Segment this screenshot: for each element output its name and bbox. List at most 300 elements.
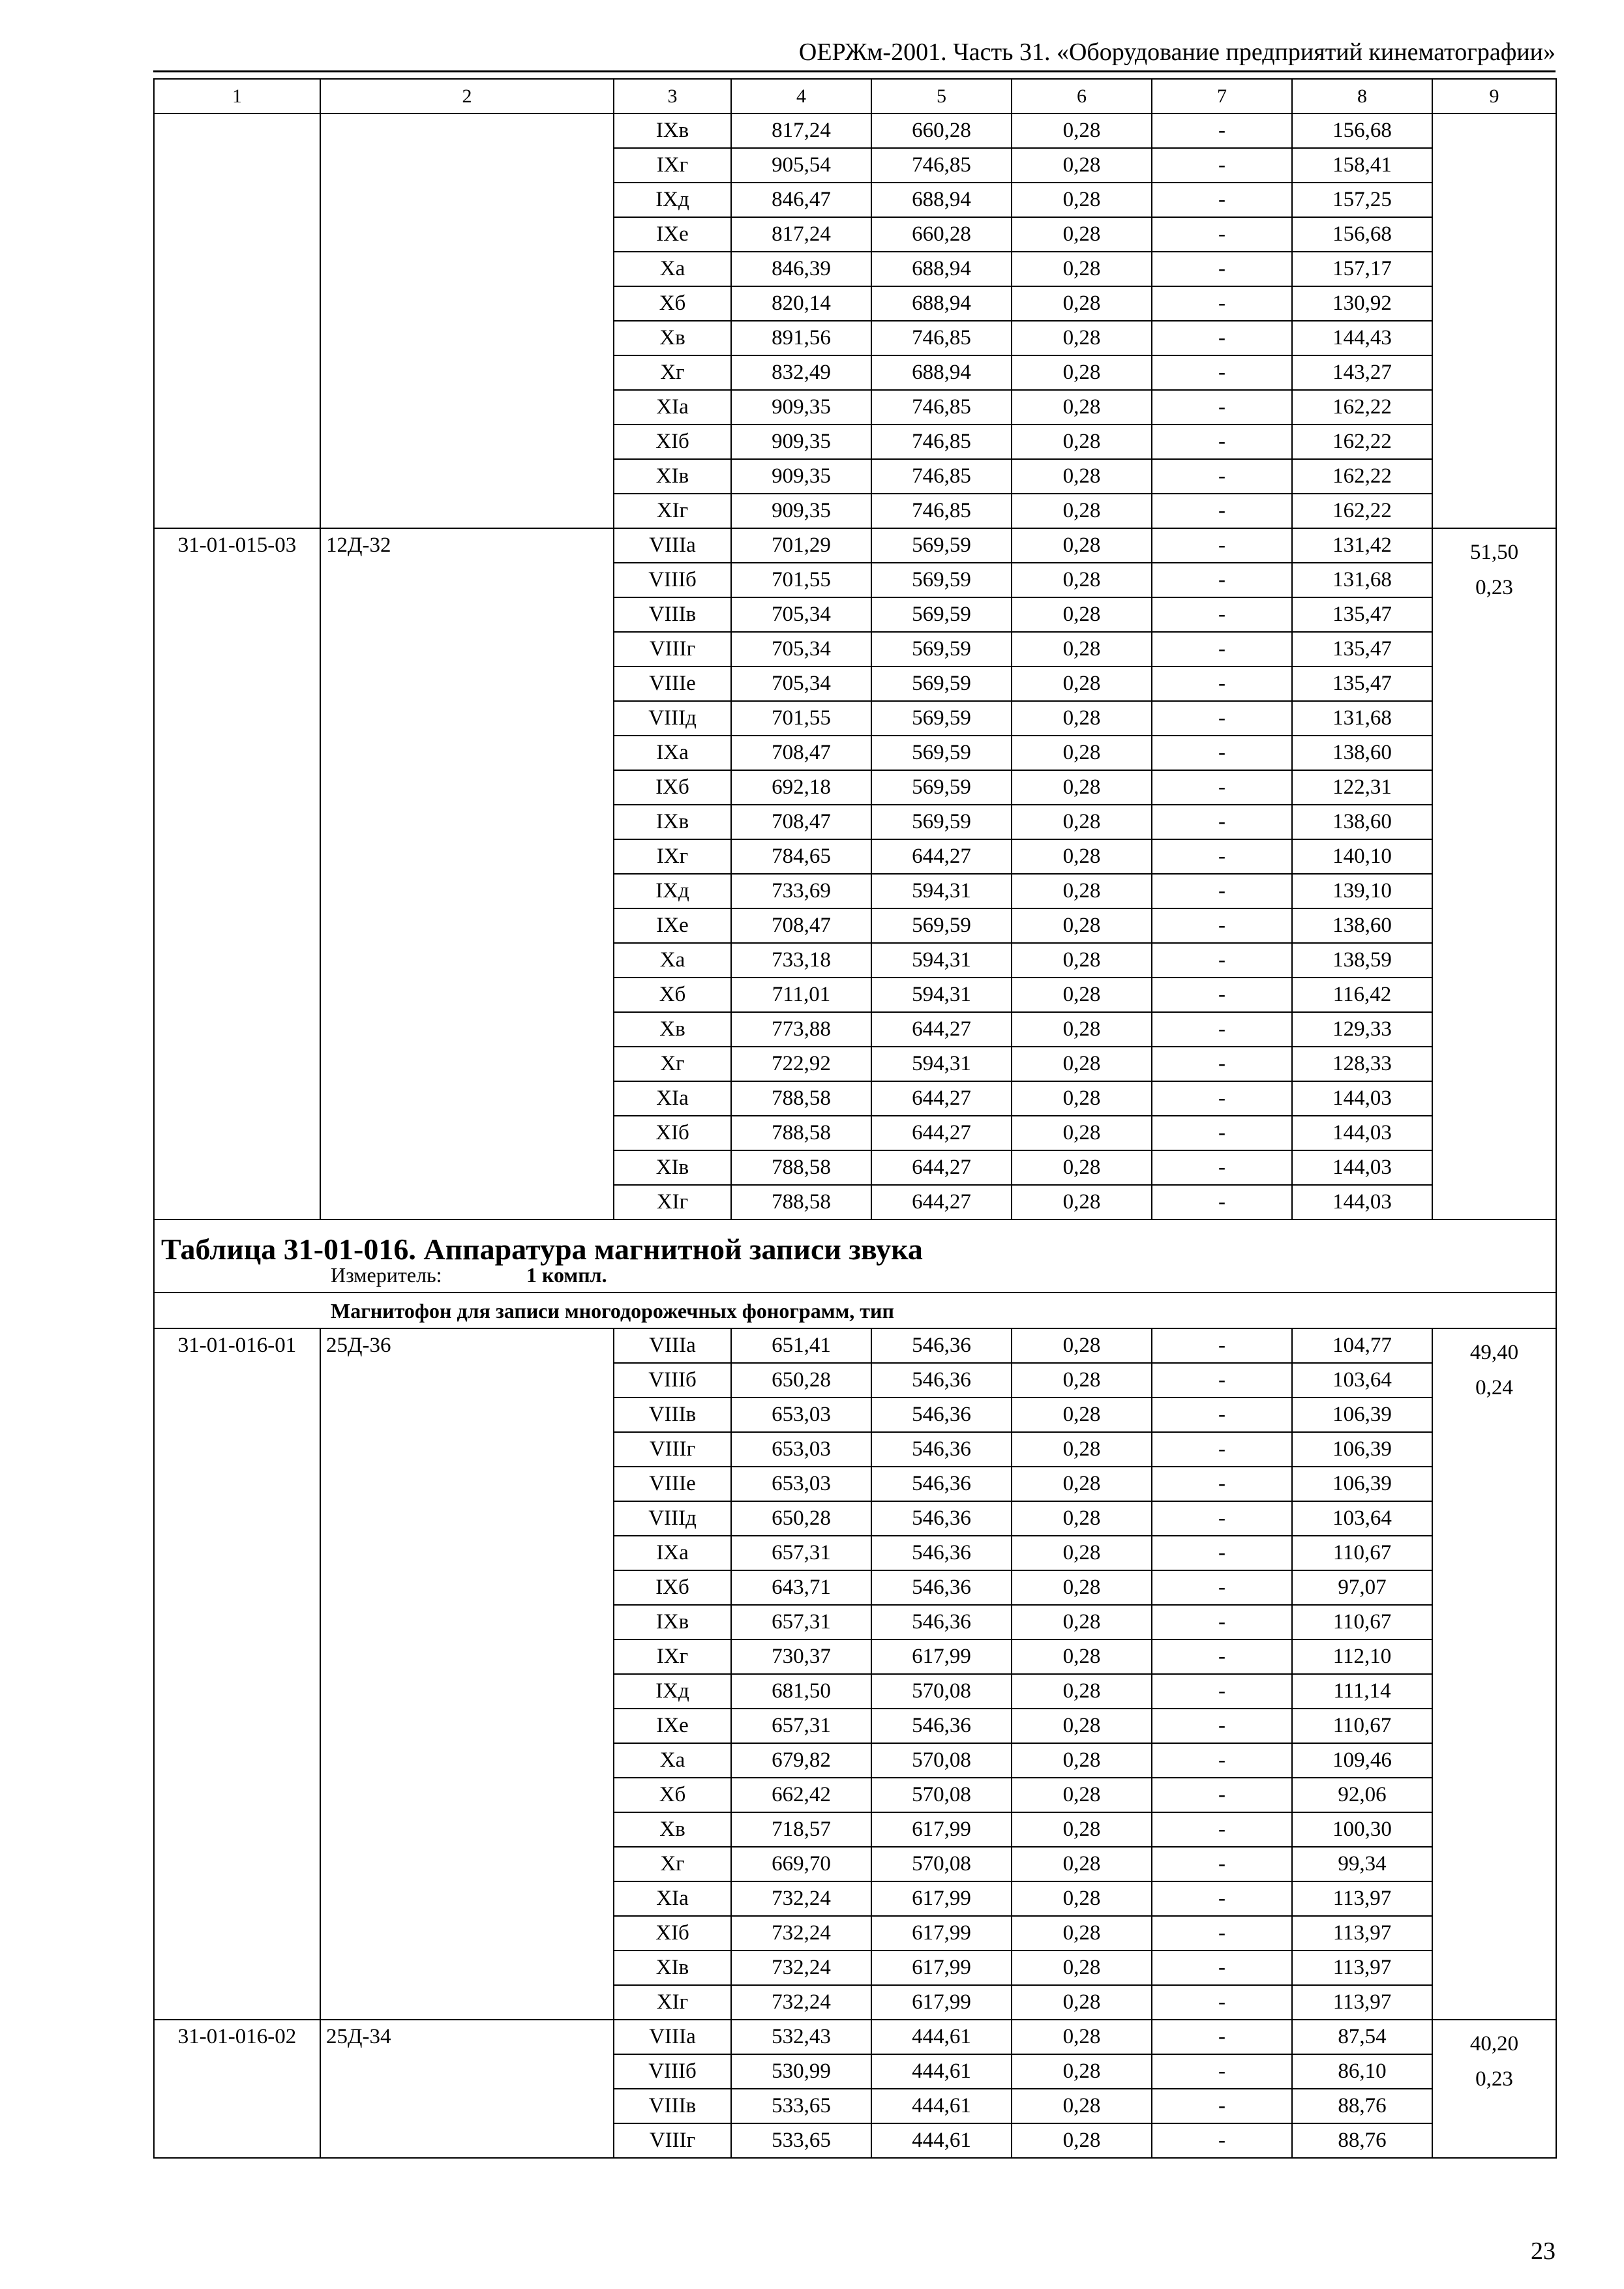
table-cell: 546,36 [871, 1398, 1012, 1432]
table-row [154, 528, 1556, 563]
table-cell: 0,28 [1012, 2089, 1152, 2123]
table-cell: 688,94 [871, 252, 1012, 286]
table-cell: - [1152, 1916, 1292, 1951]
table-cell: - [1152, 1501, 1292, 1536]
table-cell: 0,28 [1012, 770, 1152, 805]
unit-cell [154, 1264, 1556, 1293]
table-cell: 773,88 [731, 1012, 871, 1047]
table-cell: - [1152, 321, 1292, 355]
table-cell: IXб [614, 1570, 731, 1605]
table-cell: 0,28 [1012, 1639, 1152, 1674]
table-cell: - [1152, 113, 1292, 148]
table-cell: 113,97 [1292, 1951, 1432, 1985]
table-cell: VIIIб [614, 2054, 731, 2089]
table-cell: 86,10 [1292, 2054, 1432, 2089]
table-cell: 817,24 [731, 113, 871, 148]
table-cell: 0,28 [1012, 1536, 1152, 1570]
table-cell: 0,28 [1012, 1674, 1152, 1709]
table-cell: 643,71 [731, 1570, 871, 1605]
table-cell: IXг [614, 839, 731, 874]
table-cell: 0,28 [1012, 632, 1152, 666]
table-cell: 701,29 [731, 528, 871, 563]
table-cell: 0,28 [1012, 494, 1152, 528]
table-cell: 644,27 [871, 1116, 1012, 1150]
equipment-type: 12Д-32 [320, 528, 614, 1219]
table-cell: 730,37 [731, 1639, 871, 1674]
table-cell: 644,27 [871, 1081, 1012, 1116]
table-cell: VIIIб [614, 1363, 731, 1398]
rate-code [154, 113, 320, 528]
table-cell: 128,33 [1292, 1047, 1432, 1081]
table-cell: 617,99 [871, 1881, 1012, 1916]
table-cell: 905,54 [731, 148, 871, 183]
table-cell: 650,28 [731, 1501, 871, 1536]
table-cell: 569,59 [871, 632, 1012, 666]
table-cell: IXв [614, 805, 731, 839]
table-cell: 660,28 [871, 217, 1012, 252]
table-row [154, 1328, 1556, 1363]
table-cell: - [1152, 736, 1292, 770]
table-row [154, 2020, 1556, 2054]
table-cell: 732,24 [731, 1985, 871, 2020]
table-cell: 113,97 [1292, 1881, 1432, 1916]
table-title: Таблица 31-01-016. Аппаратура магнитной записи звука [154, 1219, 1556, 1264]
table-cell: XIа [614, 390, 731, 425]
table-cell: Xв [614, 1012, 731, 1047]
table-cell: 0,28 [1012, 1363, 1152, 1398]
table-cell: 688,94 [871, 286, 1012, 321]
table-cell: 617,99 [871, 1951, 1012, 1985]
table-cell: 444,61 [871, 2089, 1012, 2123]
table-cell: - [1152, 2054, 1292, 2089]
table-cell: 0,28 [1012, 252, 1152, 286]
table-cell: 144,43 [1292, 321, 1432, 355]
table-cell: VIIIа [614, 2020, 731, 2054]
table-cell: 909,35 [731, 459, 871, 494]
table-cell: - [1152, 425, 1292, 459]
table-cell: 532,43 [731, 2020, 871, 2054]
column-header: 7 [1152, 79, 1292, 113]
table-cell: 0,28 [1012, 2123, 1152, 2158]
table-cell: 0,28 [1012, 2054, 1152, 2089]
table-cell: - [1152, 183, 1292, 217]
table-cell: 0,28 [1012, 1778, 1152, 1812]
table-cell: 0,28 [1012, 563, 1152, 597]
table-cell: 0,28 [1012, 321, 1152, 355]
table-cell: 733,18 [731, 943, 871, 978]
table-cell: 718,57 [731, 1812, 871, 1847]
table-cell: 688,94 [871, 183, 1012, 217]
table-cell: 746,85 [871, 390, 1012, 425]
table-cell: Xб [614, 286, 731, 321]
table-cell: 569,59 [871, 563, 1012, 597]
table-cell: - [1152, 874, 1292, 908]
table-cell: 109,46 [1292, 1743, 1432, 1778]
table-cell: 116,42 [1292, 978, 1432, 1012]
table-cell: - [1152, 1951, 1292, 1985]
table-cell: 746,85 [871, 425, 1012, 459]
table-cell: - [1152, 217, 1292, 252]
table-cell: Xа [614, 1743, 731, 1778]
table-cell: XIб [614, 425, 731, 459]
table-cell: VIIIд [614, 701, 731, 736]
column-header: 9 [1432, 79, 1556, 113]
table-cell: 705,34 [731, 597, 871, 632]
table-cell: IXе [614, 1709, 731, 1743]
table-cell: IXа [614, 1536, 731, 1570]
section-row [154, 1293, 1556, 1328]
rates-table [153, 78, 1557, 2159]
table-cell: 688,94 [871, 355, 1012, 390]
table-cell: 0,28 [1012, 701, 1152, 736]
table-cell: VIIIв [614, 2089, 731, 2123]
table-cell: - [1152, 770, 1292, 805]
equipment-type: 25Д-34 [320, 2020, 614, 2158]
table-cell: 746,85 [871, 459, 1012, 494]
table-cell: - [1152, 252, 1292, 286]
table-cell: - [1152, 1467, 1292, 1501]
table-cell: 733,69 [731, 874, 871, 908]
table-cell: - [1152, 286, 1292, 321]
table-cell: 0,28 [1012, 113, 1152, 148]
table-body [154, 79, 1556, 2158]
table-cell: 570,08 [871, 1743, 1012, 1778]
table-cell: 106,39 [1292, 1432, 1432, 1467]
table-cell: 909,35 [731, 425, 871, 459]
table-cell: 113,97 [1292, 1985, 1432, 2020]
table-cell: 162,22 [1292, 425, 1432, 459]
table-cell: 130,92 [1292, 286, 1432, 321]
table-cell: 88,76 [1292, 2089, 1432, 2123]
table-cell: 138,60 [1292, 805, 1432, 839]
table-cell: 594,31 [871, 1047, 1012, 1081]
table-cell: - [1152, 1047, 1292, 1081]
table-cell: 0,28 [1012, 183, 1152, 217]
table-cell: IXд [614, 183, 731, 217]
table-cell: 651,41 [731, 1328, 871, 1363]
table-cell: 546,36 [871, 1536, 1012, 1570]
table-cell: 144,03 [1292, 1081, 1432, 1116]
table-cell: 0,28 [1012, 1081, 1152, 1116]
table-cell: 662,42 [731, 1778, 871, 1812]
table-cell: 157,25 [1292, 183, 1432, 217]
table-cell: Xв [614, 321, 731, 355]
table-cell: 0,28 [1012, 943, 1152, 978]
table-cell: 140,10 [1292, 839, 1432, 874]
table-cell: 0,28 [1012, 839, 1152, 874]
extra-value: 40,20 [1469, 2032, 1519, 2056]
table-cell: 569,59 [871, 908, 1012, 943]
table-cell: 788,58 [731, 1081, 871, 1116]
table-cell: 87,54 [1292, 2020, 1432, 2054]
extra-values [1432, 2020, 1556, 2158]
table-cell: IXв [614, 1605, 731, 1639]
table-cell: 546,36 [871, 1328, 1012, 1363]
table-cell: 0,28 [1012, 355, 1152, 390]
table-cell: - [1152, 1639, 1292, 1674]
table-cell: 0,28 [1012, 736, 1152, 770]
table-cell: 788,58 [731, 1150, 871, 1185]
table-cell: 569,59 [871, 666, 1012, 701]
table-cell: 444,61 [871, 2020, 1012, 2054]
table-cell: 653,03 [731, 1467, 871, 1501]
table-cell: 131,68 [1292, 701, 1432, 736]
table-cell: 0,28 [1012, 1185, 1152, 1219]
column-header: 5 [871, 79, 1012, 113]
table-cell: - [1152, 1847, 1292, 1881]
table-cell: 162,22 [1292, 494, 1432, 528]
table-cell: 144,03 [1292, 1185, 1432, 1219]
table-cell: 0,28 [1012, 1501, 1152, 1536]
table-cell: 0,28 [1012, 1328, 1152, 1363]
table-cell: 0,28 [1012, 528, 1152, 563]
table-cell: - [1152, 1398, 1292, 1432]
table-cell: 444,61 [871, 2054, 1012, 2089]
table-cell: VIIIг [614, 1432, 731, 1467]
column-header: 4 [731, 79, 871, 113]
unit-value: 1 компл. [526, 1263, 607, 1287]
page-number: 23 [1531, 2237, 1556, 2265]
table-cell: 846,39 [731, 252, 871, 286]
table-cell: 594,31 [871, 978, 1012, 1012]
extra-value: 49,40 [1469, 1341, 1519, 1364]
table-cell: VIIIа [614, 528, 731, 563]
table-cell: - [1152, 1536, 1292, 1570]
table-cell: IXе [614, 908, 731, 943]
table-title-row [154, 1219, 1556, 1264]
table-cell: 0,28 [1012, 425, 1152, 459]
table-cell: 681,50 [731, 1674, 871, 1709]
table-cell: 0,28 [1012, 217, 1152, 252]
table-cell: Xа [614, 943, 731, 978]
table-cell: - [1152, 1743, 1292, 1778]
table-cell: 0,28 [1012, 874, 1152, 908]
table-cell: XIб [614, 1916, 731, 1951]
table-cell: XIв [614, 1951, 731, 1985]
table-cell: XIв [614, 1150, 731, 1185]
table-cell: - [1152, 978, 1292, 1012]
table-cell: 0,28 [1012, 1012, 1152, 1047]
table-cell: 110,67 [1292, 1536, 1432, 1570]
table-cell: 705,34 [731, 666, 871, 701]
table-cell: 162,22 [1292, 459, 1432, 494]
table-cell: 131,68 [1292, 563, 1432, 597]
table-cell: XIб [614, 1116, 731, 1150]
table-cell: 97,07 [1292, 1570, 1432, 1605]
extra-value: 0,24 [1475, 1376, 1513, 1399]
table-cell: 0,28 [1012, 666, 1152, 701]
extra-value: 0,23 [1475, 576, 1513, 599]
table-cell: 644,27 [871, 1150, 1012, 1185]
table-cell: 546,36 [871, 1709, 1012, 1743]
table-cell: - [1152, 1605, 1292, 1639]
table-row [154, 113, 1556, 148]
table-cell: 0,28 [1012, 1743, 1152, 1778]
table-cell: 0,28 [1012, 597, 1152, 632]
table-cell: - [1152, 1570, 1292, 1605]
table-cell: - [1152, 2123, 1292, 2158]
table-cell: 138,60 [1292, 736, 1432, 770]
table-cell: 546,36 [871, 1605, 1012, 1639]
table-cell: 110,67 [1292, 1605, 1432, 1639]
table-cell: - [1152, 943, 1292, 978]
table-cell: VIIIв [614, 597, 731, 632]
table-cell: IXа [614, 736, 731, 770]
table-cell: - [1152, 2089, 1292, 2123]
header-rule [153, 70, 1556, 72]
table-cell: 832,49 [731, 355, 871, 390]
table-cell: 0,28 [1012, 1570, 1152, 1605]
table-cell: - [1152, 701, 1292, 736]
table-cell: 692,18 [731, 770, 871, 805]
table-cell: - [1152, 1985, 1292, 2020]
table-cell: 135,47 [1292, 632, 1432, 666]
table-cell: 732,24 [731, 1916, 871, 1951]
table-cell: XIв [614, 459, 731, 494]
table-cell: IXд [614, 1674, 731, 1709]
table-cell: - [1152, 1432, 1292, 1467]
table-cell: 533,65 [731, 2123, 871, 2158]
table-cell: 162,22 [1292, 390, 1432, 425]
table-cell: 708,47 [731, 736, 871, 770]
extra-values [1432, 528, 1556, 1219]
column-header: 1 [154, 79, 320, 113]
table-cell: 0,28 [1012, 1398, 1152, 1432]
table-cell: IXг [614, 148, 731, 183]
table-cell: 138,59 [1292, 943, 1432, 978]
table-cell: 569,59 [871, 597, 1012, 632]
table-cell: 660,28 [871, 113, 1012, 148]
unit-row [154, 1264, 1556, 1293]
table-cell: 158,41 [1292, 148, 1432, 183]
table-cell: 92,06 [1292, 1778, 1432, 1812]
table-cell: - [1152, 1081, 1292, 1116]
table-cell: 0,28 [1012, 1881, 1152, 1916]
table-cell: - [1152, 1778, 1292, 1812]
table-cell: 103,64 [1292, 1501, 1432, 1536]
table-cell: - [1152, 1674, 1292, 1709]
table-cell: 0,28 [1012, 1150, 1152, 1185]
table-cell: - [1152, 2020, 1292, 2054]
table-cell: - [1152, 1709, 1292, 1743]
unit-label: Измеритель: [331, 1263, 442, 1287]
table-cell: 0,28 [1012, 1047, 1152, 1081]
table-cell: IXг [614, 1639, 731, 1674]
table-cell: - [1152, 805, 1292, 839]
table-cell: - [1152, 390, 1292, 425]
table-cell: 732,24 [731, 1951, 871, 1985]
table-cell: - [1152, 597, 1292, 632]
table-cell: VIIIд [614, 1501, 731, 1536]
table-cell: 732,24 [731, 1881, 871, 1916]
equipment-type: 25Д-36 [320, 1328, 614, 2020]
table-cell: - [1152, 1363, 1292, 1398]
table-cell: 569,59 [871, 736, 1012, 770]
table-cell: 569,59 [871, 805, 1012, 839]
table-cell: 657,31 [731, 1536, 871, 1570]
table-cell: 788,58 [731, 1185, 871, 1219]
table-cell: 144,03 [1292, 1116, 1432, 1150]
table-cell: 0,28 [1012, 1847, 1152, 1881]
table-cell: 139,10 [1292, 874, 1432, 908]
table-cell: VIIIе [614, 1467, 731, 1501]
table-cell: 0,28 [1012, 390, 1152, 425]
table-cell: Xг [614, 1847, 731, 1881]
table-cell: - [1152, 666, 1292, 701]
column-header-row [154, 79, 1556, 113]
table-cell: 122,31 [1292, 770, 1432, 805]
column-header: 6 [1012, 79, 1152, 113]
table-cell: 546,36 [871, 1467, 1012, 1501]
extra-value: 51,50 [1469, 541, 1519, 564]
table-cell: - [1152, 908, 1292, 943]
table-cell: Xг [614, 355, 731, 390]
table-cell: VIIIб [614, 563, 731, 597]
table-cell: 0,28 [1012, 459, 1152, 494]
table-cell: Xб [614, 978, 731, 1012]
table-cell: 143,27 [1292, 355, 1432, 390]
table-cell: 546,36 [871, 1363, 1012, 1398]
extra-value: 0,23 [1475, 2067, 1513, 2091]
table-cell: VIIIг [614, 2123, 731, 2158]
table-cell: 111,14 [1292, 1674, 1432, 1709]
table-cell: 679,82 [731, 1743, 871, 1778]
table-cell: VIIIв [614, 1398, 731, 1432]
table-cell: - [1152, 1881, 1292, 1916]
table-cell: - [1152, 528, 1292, 563]
table-cell: 570,08 [871, 1674, 1012, 1709]
table-cell: 156,68 [1292, 113, 1432, 148]
rate-code: 31-01-015-03 [154, 528, 320, 1219]
table-cell: 0,28 [1012, 1432, 1152, 1467]
table-cell: 0,28 [1012, 2020, 1152, 2054]
table-cell: - [1152, 1812, 1292, 1847]
table-cell: 157,17 [1292, 252, 1432, 286]
table-cell: 644,27 [871, 839, 1012, 874]
table-cell: VIIIе [614, 666, 731, 701]
table-cell: XIа [614, 1081, 731, 1116]
table-cell: - [1152, 1012, 1292, 1047]
table-cell: 106,39 [1292, 1467, 1432, 1501]
table-cell: 644,27 [871, 1012, 1012, 1047]
table-cell: - [1152, 494, 1292, 528]
table-cell: 0,28 [1012, 1985, 1152, 2020]
table-cell: - [1152, 1150, 1292, 1185]
rate-code: 31-01-016-02 [154, 2020, 320, 2158]
table-cell: 135,47 [1292, 597, 1432, 632]
table-cell: 103,64 [1292, 1363, 1432, 1398]
table-cell: 129,33 [1292, 1012, 1432, 1047]
table-cell: 657,31 [731, 1605, 871, 1639]
table-cell: 570,08 [871, 1778, 1012, 1812]
table-cell: 0,28 [1012, 286, 1152, 321]
table-cell: 569,59 [871, 701, 1012, 736]
table-cell: 570,08 [871, 1847, 1012, 1881]
table-cell: 88,76 [1292, 2123, 1432, 2158]
table-cell: - [1152, 355, 1292, 390]
column-header: 8 [1292, 79, 1432, 113]
table-cell: 138,60 [1292, 908, 1432, 943]
table-cell: 100,30 [1292, 1812, 1432, 1847]
table-cell: 701,55 [731, 563, 871, 597]
table-cell: Xг [614, 1047, 731, 1081]
table-cell: 746,85 [871, 321, 1012, 355]
table-cell: 817,24 [731, 217, 871, 252]
rate-code: 31-01-016-01 [154, 1328, 320, 2020]
table-cell: 0,28 [1012, 1812, 1152, 1847]
table-cell: 820,14 [731, 286, 871, 321]
table-cell: 0,28 [1012, 1116, 1152, 1150]
